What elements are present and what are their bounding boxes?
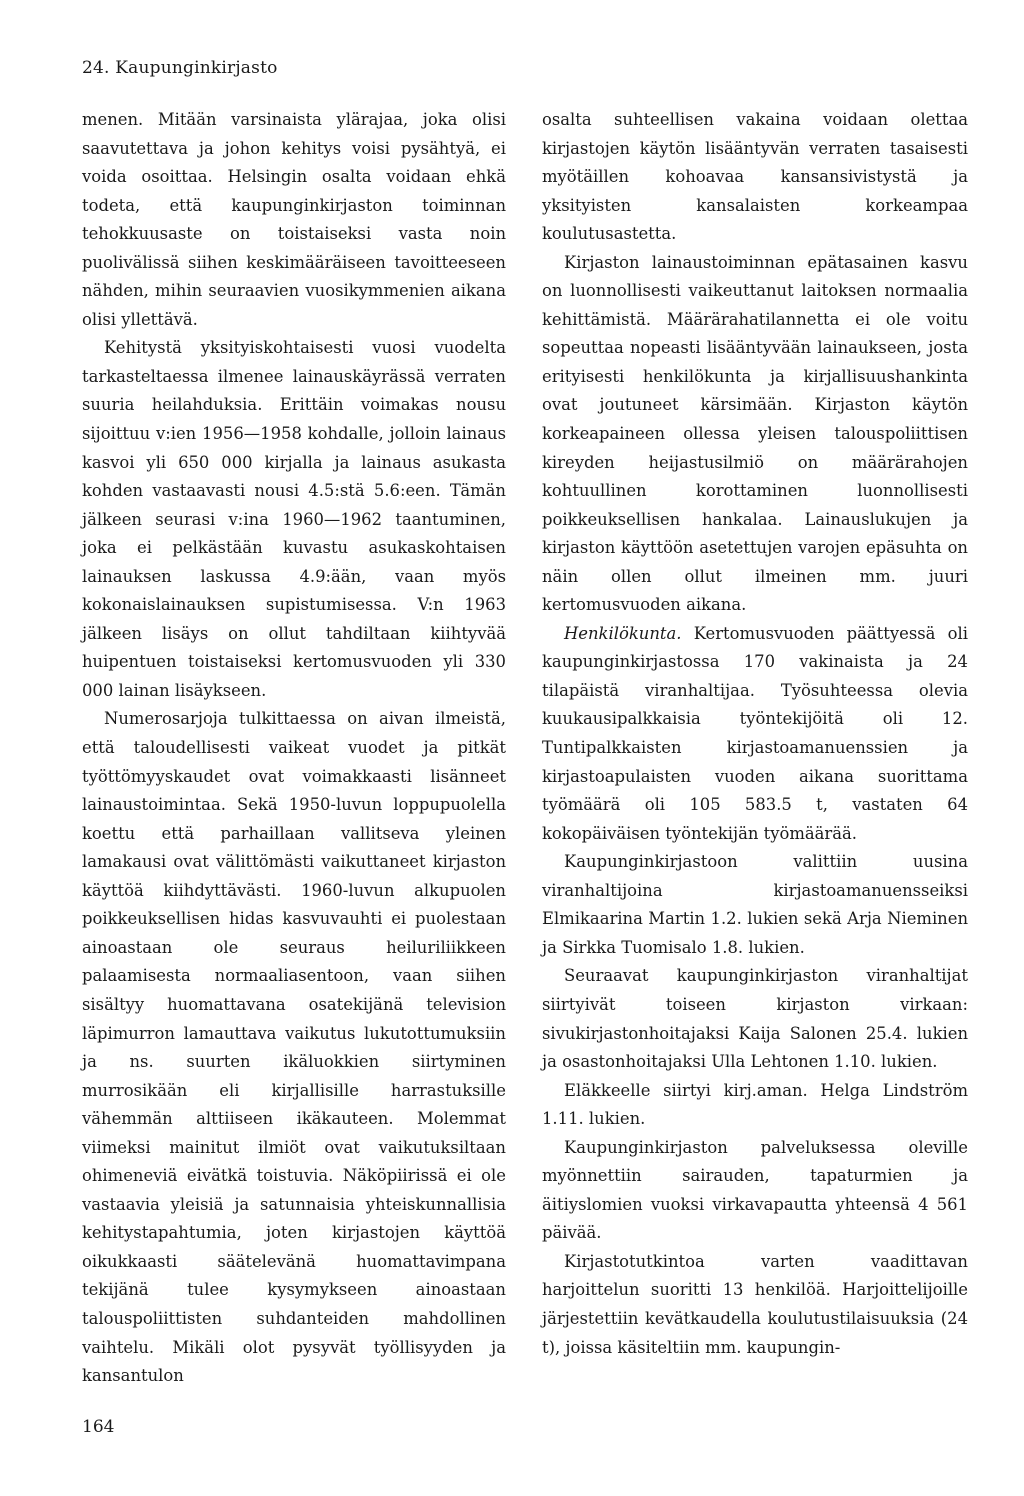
running-head: 24. Kaupunginkirjasto <box>82 58 278 78</box>
right-column <box>542 106 968 1362</box>
paragraph: Seuraavat kaupunginkirjaston viranhaltijat siirtyivät toiseen kirjaston virkaan: sivukirjastonhoitajaksi Kaija Salonen 25.4. lukien ja osastonhoitajaksi Ulla Lehtonen 1.10. lukien. <box>542 966 968 1072</box>
paragraph: Kaupunginkirjastoon valittiin uusina viranhaltijoina kirjastoamanuensseiksi Elmikaarina Martin 1.2. lukien sekä Arja Nieminen ja Sirkka Tuomisalo 1.8. lukien. <box>542 852 968 957</box>
paragraph: Kirjaston lainaustoiminnan epätasainen kasvu on luonnollisesti vaikeuttanut laitoksen normaalia kehittämistä. Määrärahatilannetta ei ole voitu sopeuttaa nopeasti lisääntyvään lainaukseen, josta erityisesti henkilökunta ja kirjallisuushankinta ovat joutuneet kärsimään. Kirjaston käytön korkeapaineen ollessa yleisen talouspoliittisen kireyden heijastusilmiö on määrärahojen kohtuullinen korottaminen luonnollisesti poikkeuksellisen hankalaa. Lainauslukujen ja kirjaston käyttöön asetettujen varojen epäsuhta on näin ollen ollut ilmeinen mm. juuri kertomusvuoden aikana. <box>542 252 968 615</box>
left-column <box>82 106 506 1391</box>
paragraph: Kehitystä yksityiskohtaisesti vuosi vuodelta tarkasteltaessa ilmenee lainauskäyrässä verraten suuria heilahduksia. Erittäin voimakas nousu sijoittuu v:ien 1956—1958 kohdalle, jolloin lainaus kasvoi yli 650 000 kirjalla ja lainaus asukasta kohden vastaavasti nousi 4.5:stä 5.6:een. Tämän jälkeen seurasi v:ina 1960—1962 taantuminen, joka ei pelkästään kuvastu asukaskohtaisen lainauksen laskussa 4.9:ään, vaan myös kokonaislainauksen supistumisessa. V:n 1963 jälkeen lisäys on ollut tahdiltaan kiihtyvää huipentuen toistaiseksi kertomusvuoden yli 330 000 lainan lisäykseen. <box>82 338 506 700</box>
paragraph: Numerosarjoja tulkittaessa on aivan ilmeistä, että taloudellisesti vaikeat vuodet ja pitkät työttömyyskaudet ovat voimakkaasti lisänneet lainaustoimintaa. Sekä 1950-luvun loppupuolella koettu että parhaillaan vallitseva yleinen lamakausi ovat välittömästi vaikuttaneet kirjaston käyttöä kiihdyttävästi. 1960-luvun alkupuolen poikkeuksellisen hidas kasvuvauhti ei puolestaan ainoastaan ole seuraus heiluriliikkeen palaamisesta normaaliasentoon, vaan siihen sisältyy huomattavana osatekijänä television läpimurron lamauttava vaikutus lukutottumuksiin ja ns. suurten ikäluokkien siirtyminen murrosikään eli kirjallisille harrastuksille vähemmän alttiiseen ikäkauteen. Molemmat viimeksi mainitut ilmiöt ovat vaikutuksiltaan ohimeneviä eivätkä toistuvia. Näköpiirissä ei ole vastaavia yleisiä ja satunnaisia yhteiskunnallisia kehitystapahtumia, joten kirjastojen käyttöä oikukkaasti säätelevänä huomattavimpana tekijänä tulee kysymykseen ainoastaan talouspoliittisten suhdanteiden mahdollinen vaihtelu. Mikäli olot pysyvät työllisyyden ja kansantulon <box>82 709 506 1386</box>
paragraph-body: Kertomusvuoden päättyessä oli kaupunginkirjastossa 170 vakinaista ja 24 tilapäistä viranhaltijaa. Työsuhteessa olevia kuukausipalkkaisia työntekijöitä oli 12. Tuntipalkkaisten kirjastoamanuenssien ja kirjastoapulaisten vuoden aikana suorittama työmäärä oli 105 583.5 t, vastaten 64 kokopäiväisen työntekijän työmäärää. <box>542 623 968 843</box>
paragraph: Kirjastotutkintoa varten vaadittavan harjoittelun suoritti 13 henkilöä. Harjoittelijoille järjestettiin kevätkaudella koulutustilaisuuksia (24 t), joissa käsiteltiin mm. kaupungin- <box>542 1251 968 1357</box>
paragraph: menen. Mitään varsinaista ylärajaa, joka olisi saavutettava ja johon kehitys voisi pysähtyä, ei voida osoittaa. Helsingin osalta voidaan ehkä todeta, että kaupunginkirjaston toiminnan tehokkuusaste on toistaiseksi vasta noin puolivälissä siihen keskimääräiseen tavoitteeseen nähden, mihin seuraavien vuosikymmenien aikana olisi yllettävä. <box>82 110 506 329</box>
paragraph-henkilokunta <box>542 620 968 848</box>
paragraph: Kaupunginkirjaston palveluksessa oleville myönnettiin sairauden, tapaturmien ja äitiyslomien vuoksi virkavapautta yhteensä 4 561 päivää. <box>542 1137 968 1243</box>
page-number: 164 <box>82 1417 115 1437</box>
paragraph: Eläkkeelle siirtyi kirj.aman. Helga Lindström 1.11. lukien. <box>542 1080 968 1129</box>
section-lead: Henkilökunta. <box>564 623 682 643</box>
paragraph: osalta suhteellisen vakaina voidaan olettaa kirjastojen käytön lisääntyvän verraten tasaisesti myötäillen kohoavaa kansansivistystä ja yksityisten kansalaisten korkeampaa koulutusastetta. <box>542 110 968 244</box>
